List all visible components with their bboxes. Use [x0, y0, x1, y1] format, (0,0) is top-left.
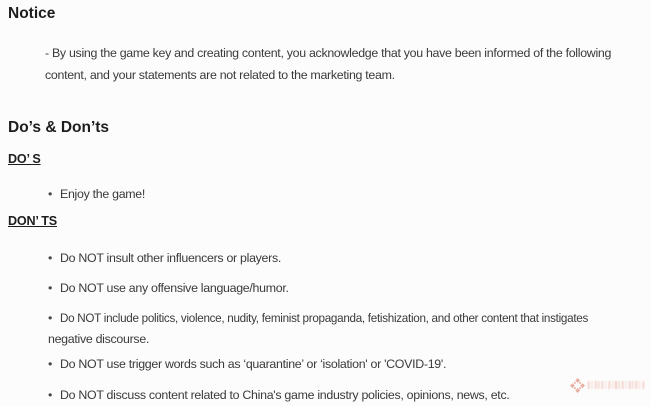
bullet-icon: • [48, 388, 53, 402]
list-item-text: Do NOT include politics, violence, nudity, feminist propaganda, fetishization, and other content that instigates [60, 311, 589, 325]
bullet-icon: • [48, 251, 53, 265]
list-item [48, 248, 650, 269]
paragraph-line: - By using the game key and creating content, you acknowledge that you have been informed of the following [45, 46, 612, 60]
list-item-text: Do NOT use any offensive language/humor. [60, 281, 289, 295]
list-item [48, 308, 650, 350]
list-item [48, 278, 650, 299]
dos-heading: DO’ S [8, 152, 41, 166]
list-item [48, 385, 650, 406]
paragraph-line: content, and your statements are not related to the marketing team. [45, 68, 395, 82]
notice-paragraph [45, 42, 650, 86]
bullet-icon: • [48, 311, 53, 325]
pinwheel-logo-icon [570, 378, 585, 393]
list-item-text: Do NOT insult other influencers or players. [60, 251, 282, 265]
list-item [48, 184, 650, 205]
dos-and-donts-title: Do’s & Don’ts [8, 119, 110, 136]
bullet-icon: • [48, 357, 53, 371]
bullet-icon: • [48, 281, 53, 295]
watermark-text [588, 381, 644, 389]
list-item [48, 354, 650, 375]
donts-heading: DON’ TS [8, 214, 57, 228]
watermark [570, 376, 648, 394]
list-item-text-continued: negative discourse. [48, 332, 150, 346]
list-item-text: Enjoy the game! [60, 187, 146, 201]
list-item-text: Do NOT discuss content related to China's game industry policies, opinions, news, etc. [60, 388, 510, 402]
notice-document [0, 4, 650, 406]
bullet-icon: • [48, 187, 53, 201]
notice-title: Notice [8, 5, 56, 22]
list-item-text: Do NOT use trigger words such as ‘quarantine’ or ‘isolation' or 'COVID-19'. [60, 357, 447, 371]
